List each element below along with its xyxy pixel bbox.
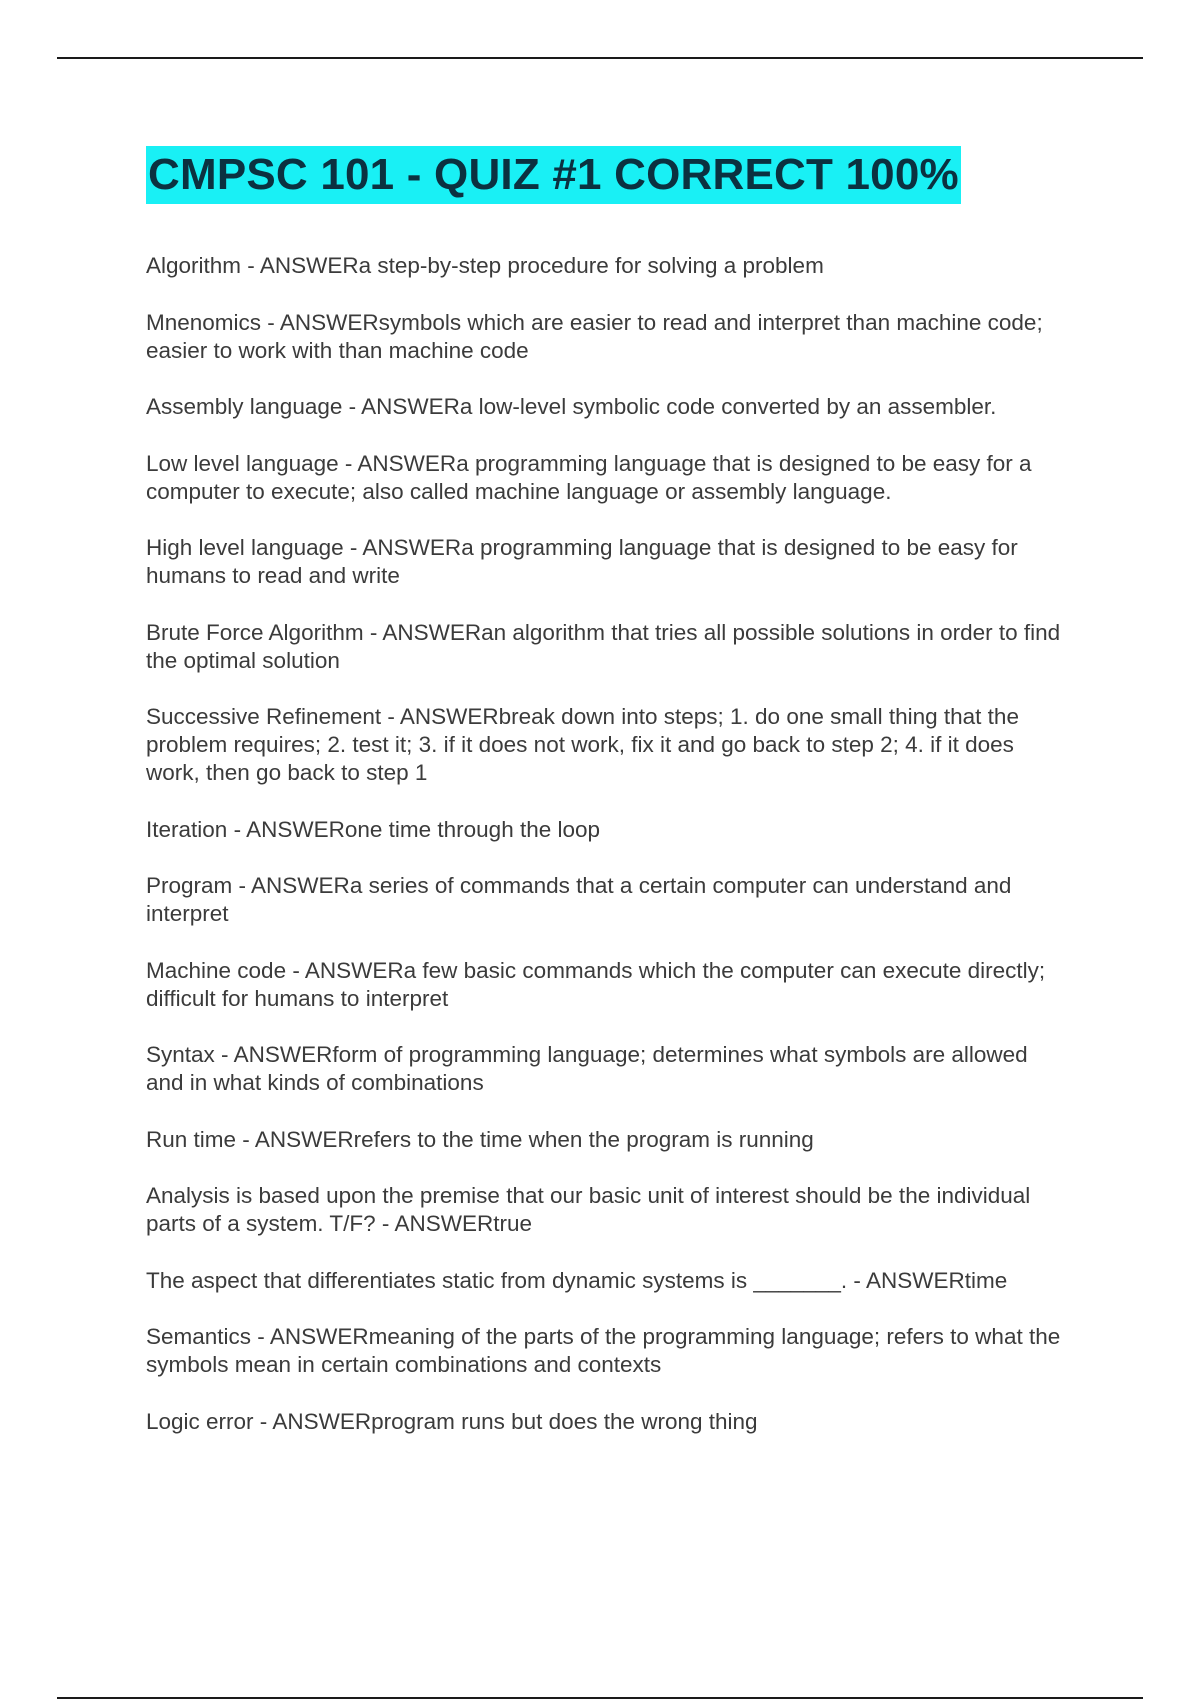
bottom-rule — [57, 1697, 1143, 1699]
qa-separator: - — [847, 1267, 866, 1293]
qa-answer: a series of commands that a certain computer can understand and interpret — [146, 873, 1012, 926]
qa-separator: - — [227, 816, 247, 842]
answer-label: ANSWER — [865, 1267, 965, 1293]
qa-answer: an algorithm that tries all possible solutions in order to find the optimal solution — [146, 619, 1061, 673]
qa-list — [146, 252, 1066, 1436]
qa-item — [146, 252, 1066, 280]
qa-term: Syntax — [146, 1042, 215, 1067]
qa-separator: - — [286, 957, 305, 983]
qa-term: Mnenomics — [146, 309, 262, 335]
qa-term: Semantics — [146, 1324, 252, 1349]
qa-answer: time — [964, 1267, 1008, 1293]
top-rule — [57, 57, 1143, 59]
qa-separator: - — [375, 1211, 395, 1236]
qa-answer: meaning of the parts of the programming language; refers to what the symbols mean in certain combinations and contexts — [146, 1324, 1061, 1377]
qa-separator: - — [253, 1408, 273, 1434]
qa-separator: - — [261, 309, 280, 335]
qa-item — [146, 1126, 1066, 1154]
qa-answer: one time through the loop — [344, 816, 601, 842]
qa-item — [146, 1408, 1066, 1436]
qa-answer: a low-level symbolic code converted by an assembler. — [459, 394, 997, 419]
answer-label: ANSWER — [233, 1042, 333, 1067]
qa-separator: - — [236, 1126, 255, 1152]
qa-answer: refers to the time when the program is running — [353, 1126, 814, 1152]
qa-term: Logic error — [146, 1408, 254, 1434]
qa-separator: - — [363, 619, 383, 645]
qa-separator: - — [381, 704, 400, 729]
qa-term: Algorithm — [146, 253, 242, 278]
qa-term: Low level language — [146, 450, 339, 476]
qa-answer: break down into steps; 1. do one small thing that the problem requires; 2. test it; 3. if it does not work, fix it and go back to step 2; 4. if it does work, then go back to step 1 — [146, 704, 1019, 785]
qa-term: Program — [146, 873, 233, 898]
qa-answer: program runs but does the wrong thing — [371, 1408, 758, 1434]
qa-item — [146, 619, 1066, 675]
answer-label: ANSWER — [269, 1324, 369, 1349]
qa-separator: - — [338, 450, 358, 476]
qa-item — [146, 1267, 1066, 1295]
answer-label: ANSWER — [394, 1211, 494, 1236]
qa-item — [146, 450, 1066, 506]
qa-item — [146, 703, 1066, 787]
qa-item — [146, 393, 1066, 421]
answer-label: ANSWER — [357, 450, 457, 476]
answer-label: ANSWER — [399, 704, 499, 729]
answer-label: ANSWER — [259, 253, 359, 278]
qa-answer: a programming language that is designed to be easy for a computer to execute; also called machine language or assembly language. — [146, 450, 1032, 504]
qa-separator: - — [251, 1324, 270, 1349]
answer-label: ANSWER — [304, 957, 404, 983]
qa-item — [146, 309, 1066, 365]
answer-label: ANSWER — [251, 873, 350, 898]
qa-term: Analysis is based upon the premise that our basic unit of interest should be the individual parts of a system. T/F? — [146, 1183, 1031, 1236]
qa-item — [146, 1323, 1066, 1379]
qa-answer: a programming language that is designed to be easy for humans to read and write — [146, 535, 1018, 588]
qa-separator: - — [343, 535, 363, 560]
qa-separator: - — [241, 253, 260, 278]
qa-answer: form of programming language; determines what symbols are allowed and in what kinds of combinations — [146, 1042, 1028, 1095]
qa-item — [146, 534, 1066, 590]
qa-term: Machine code — [146, 957, 287, 983]
qa-term: Run time — [146, 1126, 237, 1152]
qa-item — [146, 816, 1066, 844]
qa-item — [146, 1182, 1066, 1238]
answer-label: ANSWER — [272, 1408, 372, 1434]
qa-answer: symbols which are easier to read and interpret than machine code; easier to work with than machine code — [146, 309, 1043, 363]
answer-label: ANSWER — [382, 619, 482, 645]
answer-label: ANSWER — [362, 535, 462, 560]
qa-answer: true — [493, 1211, 532, 1236]
qa-term: Iteration — [146, 816, 228, 842]
answer-label: ANSWER — [279, 309, 379, 335]
qa-item — [146, 957, 1066, 1013]
qa-term: High level language — [146, 535, 344, 560]
answer-label: ANSWER — [254, 1126, 354, 1152]
qa-separator: - — [214, 1042, 234, 1067]
qa-term: Brute Force Algorithm — [146, 619, 364, 645]
qa-term: The aspect that differentiates static from dynamic systems is _______. — [146, 1267, 848, 1293]
qa-term: Successive Refinement — [146, 704, 382, 729]
qa-item — [146, 872, 1066, 928]
qa-separator: - — [232, 873, 252, 898]
qa-answer: a step-by-step procedure for solving a problem — [358, 253, 824, 278]
qa-term: Assembly language — [146, 394, 343, 419]
answer-label: ANSWER — [361, 394, 460, 419]
document-title: CMPSC 101 - QUIZ #1 CORRECT 100% — [146, 146, 961, 204]
document-body — [146, 146, 1066, 1464]
qa-separator: - — [342, 394, 362, 419]
qa-answer: a few basic commands which the computer can execute directly; difficult for humans to interpret — [146, 957, 1046, 1011]
answer-label: ANSWER — [246, 816, 345, 842]
qa-item — [146, 1041, 1066, 1097]
